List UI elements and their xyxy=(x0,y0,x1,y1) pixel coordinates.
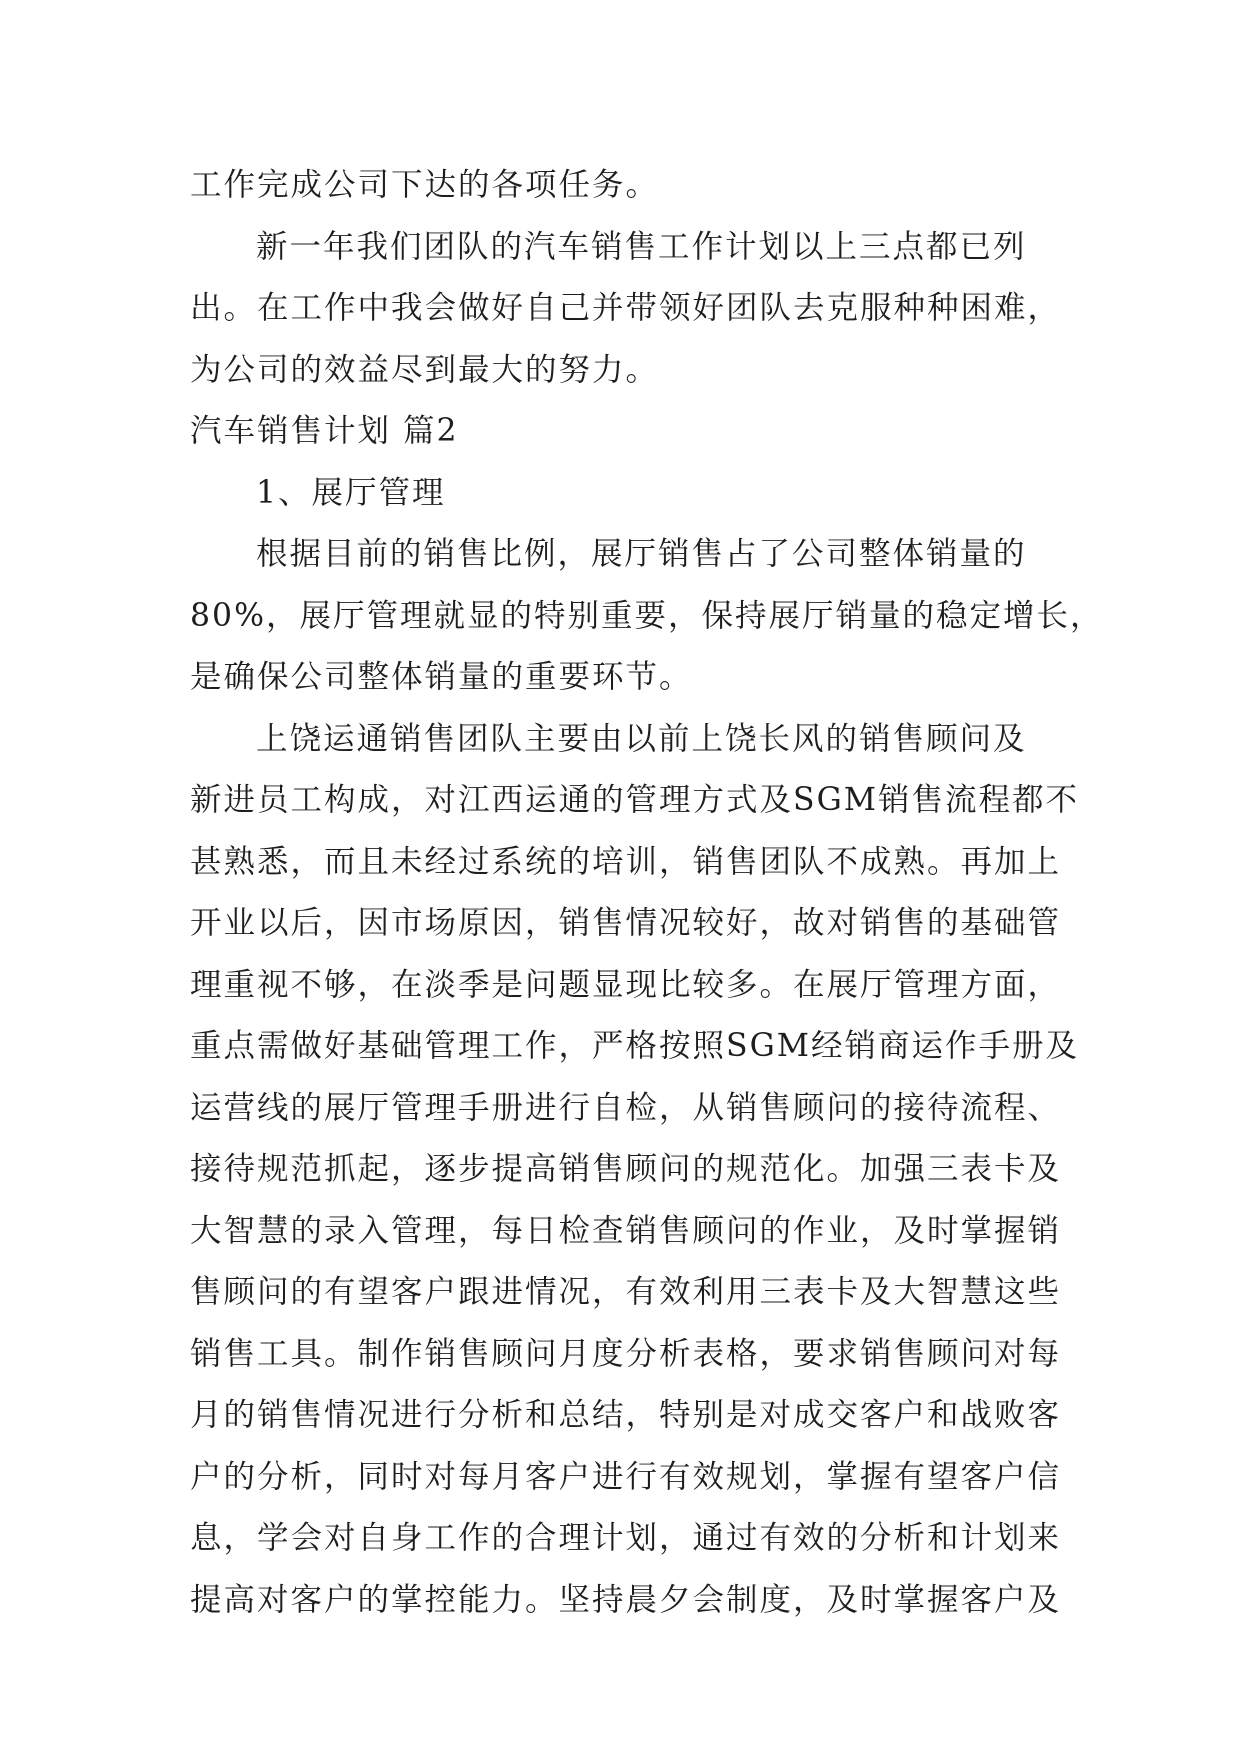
text-line: 甚熟悉，而且未经过系统的培训，销售团队不成熟。再加上 xyxy=(190,843,1062,880)
text-line: 大智慧的录入管理，每日检查销售顾问的作业，及时掌握销 xyxy=(190,1212,1062,1249)
text-line: 新一年我们团队的汽车销售工作计划以上三点都已列 xyxy=(256,228,1027,265)
text-line: 为公司的效益尽到最大的努力。 xyxy=(190,351,660,388)
text-line: 提高对客户的掌控能力。坚持晨夕会制度，及时掌握客户及 xyxy=(190,1581,1062,1618)
text-line: 新进员工构成，对江西运通的管理方式及SGM销售流程都不 xyxy=(190,782,1079,818)
text-line: 销售工具。制作销售顾问月度分析表格，要求销售顾问对每 xyxy=(190,1335,1062,1372)
text-line: 开业以后，因市场原因，销售情况较好，故对销售的基础管 xyxy=(190,905,1062,941)
text-line: 息，学会对自身工作的合理计划，通过有效的分析和计划来 xyxy=(190,1520,1062,1556)
text-line: 月的销售情况进行分析和总结，特别是对成交客户和战败客 xyxy=(190,1397,1062,1433)
text-line: 上饶运通销售团队主要由以前上饶长风的销售顾问及 xyxy=(256,720,1027,757)
text-line: 根据目前的销售比例，展厅销售占了公司整体销量的 xyxy=(256,536,1027,572)
text-line: 运营线的展厅管理手册进行自检，从销售顾问的接待流程、 xyxy=(190,1089,1062,1126)
document-body xyxy=(190,155,1104,1631)
text-line: 重点需做好基础管理工作，严格按照SGM经销商运作手册及 xyxy=(190,1028,1079,1064)
text-line: 户的分析，同时对每月客户进行有效规划，掌握有望客户信 xyxy=(190,1458,1062,1495)
text-line: 售顾问的有望客户跟进情况，有效利用三表卡及大智慧这些 xyxy=(190,1274,1062,1310)
text-line: 80%，展厅管理就显的特别重要，保持展厅销量的稳定增长， xyxy=(190,597,1104,634)
text-line: 理重视不够，在淡季是问题显现比较多。在展厅管理方面， xyxy=(190,966,1062,1003)
text-line: 出。在工作中我会做好自己并带领好团队去克服种种困难， xyxy=(190,290,1062,326)
subsection-heading: 1、展厅管理 xyxy=(256,474,446,511)
text-line: 接待规范抓起，逐步提高销售顾问的规范化。加强三表卡及 xyxy=(190,1151,1062,1187)
section-heading: 汽车销售计划 篇2 xyxy=(190,413,459,449)
text-line: 是确保公司整体销量的重要环节。 xyxy=(190,659,693,695)
text-line: 工作完成公司下达的各项任务。 xyxy=(190,167,660,203)
